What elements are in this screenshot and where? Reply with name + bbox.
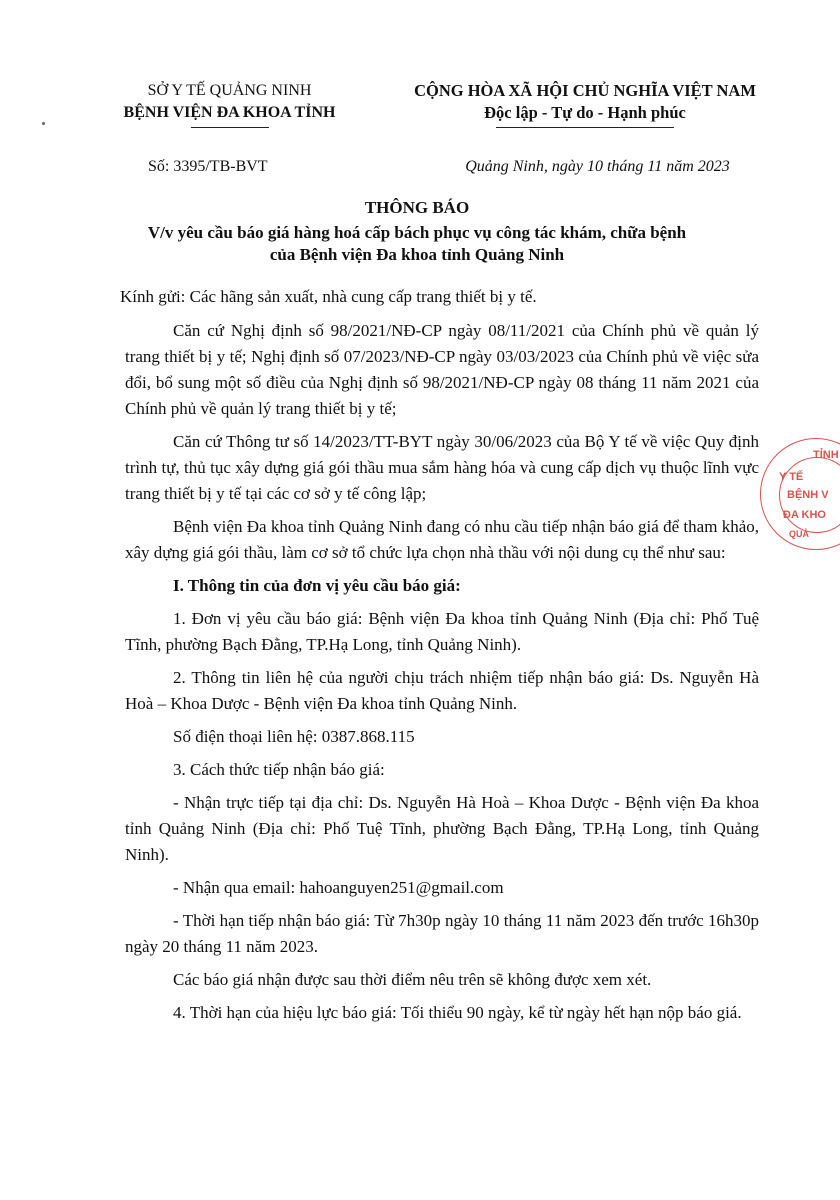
legal-basis-1: Căn cứ Nghị định số 98/2021/NĐ-CP ngày 08/11/2021 của Chính phủ về quản lý trang thiết bị y tế; Nghị định số 07/2023/NĐ-CP ngày 03/03/2023 của Chính phủ về việc sửa đổi, bổ sung một số điều của Nghị định số 98/2021/NĐ-CP ngày 08 tháng 11 năm 2021 của Chính phủ về quản lý trang thiết bị y tế; — [125, 321, 759, 418]
seal-text: BỆNH V — [787, 489, 829, 501]
national-title: CỘNG HÒA XÃ HỘI CHỦ NGHĨA VIỆT NAM — [414, 81, 756, 100]
seal-text: ĐA KHO — [783, 509, 826, 521]
quote-validity: 4. Thời hạn của hiệu lực báo giá: Tối thiểu 90 ngày, kể từ ngày hết hạn nộp báo giá. — [173, 1003, 742, 1022]
national-motto: Độc lập - Tự do - Hạnh phúc — [484, 103, 686, 122]
receipt-deadline: - Thời hạn tiếp nhận báo giá: Từ 7h30p ngày 10 tháng 11 năm 2023 đến trước 16h30p ngày 20 tháng 11 năm 2023. — [125, 911, 759, 956]
issuer-underline — [191, 127, 269, 128]
subject-line-1: V/v yêu cầu báo giá hàng hoá cấp bách phục vụ công tác khám, chữa bệnh — [147, 223, 687, 242]
recipient-line: Kính gửi: Các hãng sản xuất, nhà cung cấp trang thiết bị y tế. — [120, 287, 537, 306]
requesting-unit: 1. Đơn vị yêu cầu báo giá: Bệnh viện Đa khoa tỉnh Quảng Ninh (Địa chỉ: Phố Tuệ Tĩnh, phường Bạch Đằng, TP.Hạ Long, tỉnh Quảng Ninh). — [125, 609, 759, 654]
issuer-header — [92, 80, 367, 128]
contact-phone: Số điện thoại liên hệ: 0387.868.115 — [173, 727, 415, 746]
contact-person: 2. Thông tin liên hệ của người chịu trách nhiệm tiếp nhận báo giá: Ds. Nguyễn Hà Hoà – Khoa Dược - Bệnh viện Đa khoa tỉnh Quảng Ninh. — [125, 668, 759, 713]
scan-speck — [42, 122, 45, 125]
seal-text: QUẢ — [789, 529, 809, 539]
receipt-method: 3. Cách thức tiếp nhận báo giá: — [173, 760, 385, 779]
document-title: THÔNG BÁO — [364, 198, 470, 217]
receipt-in-person: - Nhận trực tiếp tại địa chỉ: Ds. Nguyễn Hà Hoà – Khoa Dược - Bệnh viện Đa khoa tỉnh Quảng Ninh (Địa chỉ: Phố Tuệ Tĩnh, phường Bạch Đằng, TP.Hạ Long, tỉnh Quảng Ninh). — [125, 793, 759, 864]
receipt-email: - Nhận qua email: hahoanguyen251@gmail.com — [173, 878, 504, 897]
document-body — [125, 318, 759, 1033]
late-quote-note: Các báo giá nhận được sau thời điểm nêu trên sẽ không được xem xét. — [173, 970, 652, 989]
red-seal-stamp — [760, 438, 840, 550]
issuer-department: SỞ Y TẾ QUẢNG NINH — [147, 82, 312, 99]
document-subject — [60, 222, 774, 266]
seal-text: Y TẾ — [779, 471, 804, 483]
national-header — [380, 80, 790, 128]
subject-line-2: của Bệnh viện Đa khoa tỉnh Quảng Ninh — [269, 245, 565, 264]
purpose-paragraph: Bệnh viện Đa khoa tỉnh Quảng Ninh đang có nhu cầu tiếp nhận báo giá để tham khảo, xây dựng giá gói thầu, làm cơ sở tổ chức lựa chọn nhà thầu với nội dung cụ thể như sau: — [125, 517, 759, 562]
section-heading: I. Thông tin của đơn vị yêu cầu báo giá: — [173, 576, 461, 595]
seal-text: TỈNH — [813, 449, 839, 461]
motto-underline — [496, 127, 674, 128]
issuer-hospital: BỆNH VIỆN ĐA KHOA TỈNH — [123, 104, 336, 121]
document-number: Số: 3395/TB-BVT — [148, 158, 268, 175]
issue-date: Quảng Ninh, ngày 10 tháng 11 năm 2023 — [465, 158, 730, 175]
legal-basis-2: Căn cứ Thông tư số 14/2023/TT-BYT ngày 30/06/2023 của Bộ Y tế về việc Quy định trình tự, thủ tục xây dựng giá gói thầu mua sắm hàng hóa và cung cấp dịch vụ thuộc lĩnh vực trang thiết bị y tế tại các cơ sở y tế công lập; — [125, 432, 759, 503]
